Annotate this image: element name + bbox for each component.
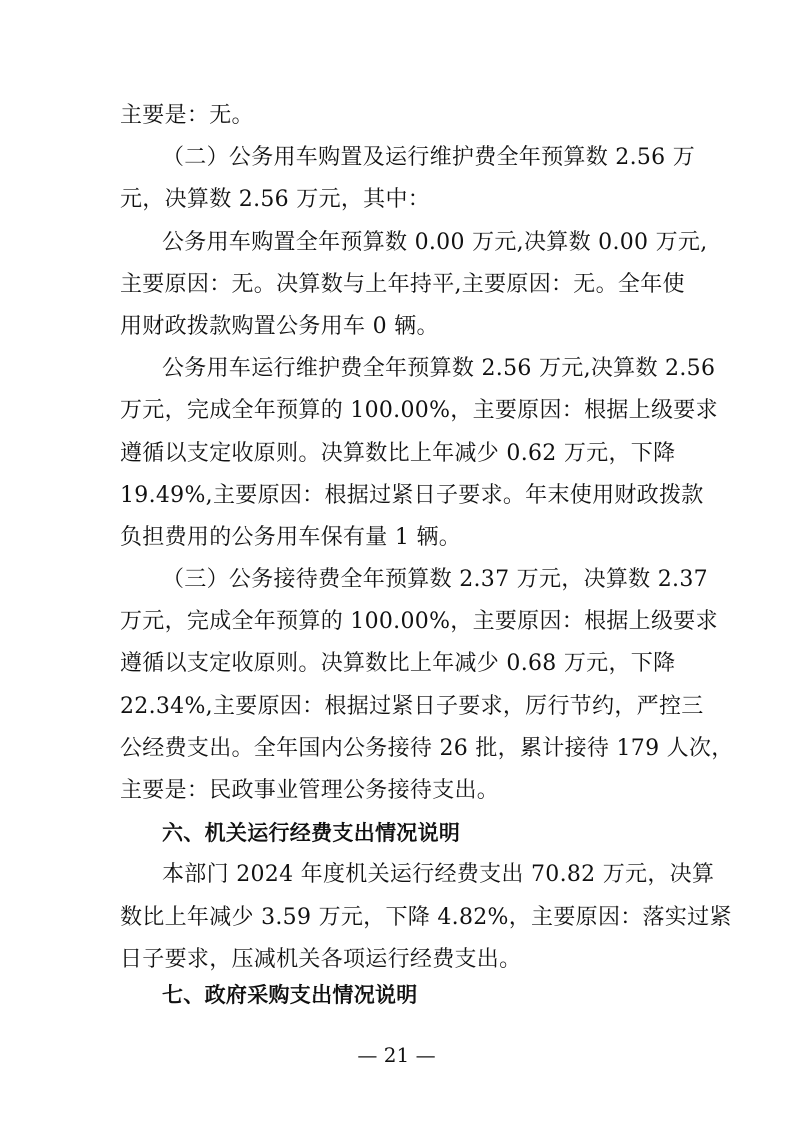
text-line: 公务用车购置全年预算数 0.00 万元,决算数 0.00 万元,: [162, 230, 708, 255]
text-line: 万元，完成全年预算的 100.00%，主要原因：根据上级要求: [120, 398, 718, 423]
text-line: 主要是：民政事业管理公务接待支出。: [120, 778, 500, 803]
text-line: 遵循以支定收原则。决算数比上年减少 0.62 万元，下降: [120, 441, 676, 466]
text-line: 19.49%,主要原因：根据过紧日子要求。年末使用财政拨款: [120, 483, 704, 508]
text-line: 日子要求，压减机关各项运行经费支出。: [120, 947, 522, 972]
text-line: 主要是：无。: [120, 103, 254, 128]
text-line: 主要原因：无。决算数与上年持平,主要原因：无。全年使: [120, 272, 685, 297]
section-heading: 六、机关运行经费支出情况说明: [162, 821, 461, 845]
text-line: 负担费用的公务用车保有量 1 辆。: [120, 525, 462, 550]
text-line: 公务用车运行维护费全年预算数 2.56 万元,决算数 2.56: [162, 356, 716, 381]
page-number: — 21 —: [357, 1043, 436, 1067]
text-line: 本部门 2024 年度机关运行经费支出 70.82 万元，决算: [162, 862, 715, 887]
text-line: （三）公务接待费全年预算数 2.37 万元，决算数 2.37: [162, 567, 708, 592]
text-line: 遵循以支定收原则。决算数比上年减少 0.68 万元，下降: [120, 651, 676, 676]
text-line: 用财政拨款购置公务用车 0 辆。: [120, 314, 439, 339]
text-line: 22.34%,主要原因：根据过紧日子要求，厉行节约，严控三: [120, 694, 704, 719]
text-line: 公经费支出。全年国内公务接待 26 批，累计接待 179 人次，: [120, 736, 734, 761]
text-line: 元，决算数 2.56 万元，其中：: [120, 187, 431, 212]
text-line: （二）公务用车购置及运行维护费全年预算数 2.56 万: [162, 145, 696, 170]
text-line: 数比上年减少 3.59 万元，下降 4.82%，主要原因：落实过紧: [120, 905, 732, 930]
text-line: 万元，完成全年预算的 100.00%，主要原因：根据上级要求: [120, 609, 718, 634]
section-heading: 七、政府采购支出情况说明: [162, 983, 418, 1007]
